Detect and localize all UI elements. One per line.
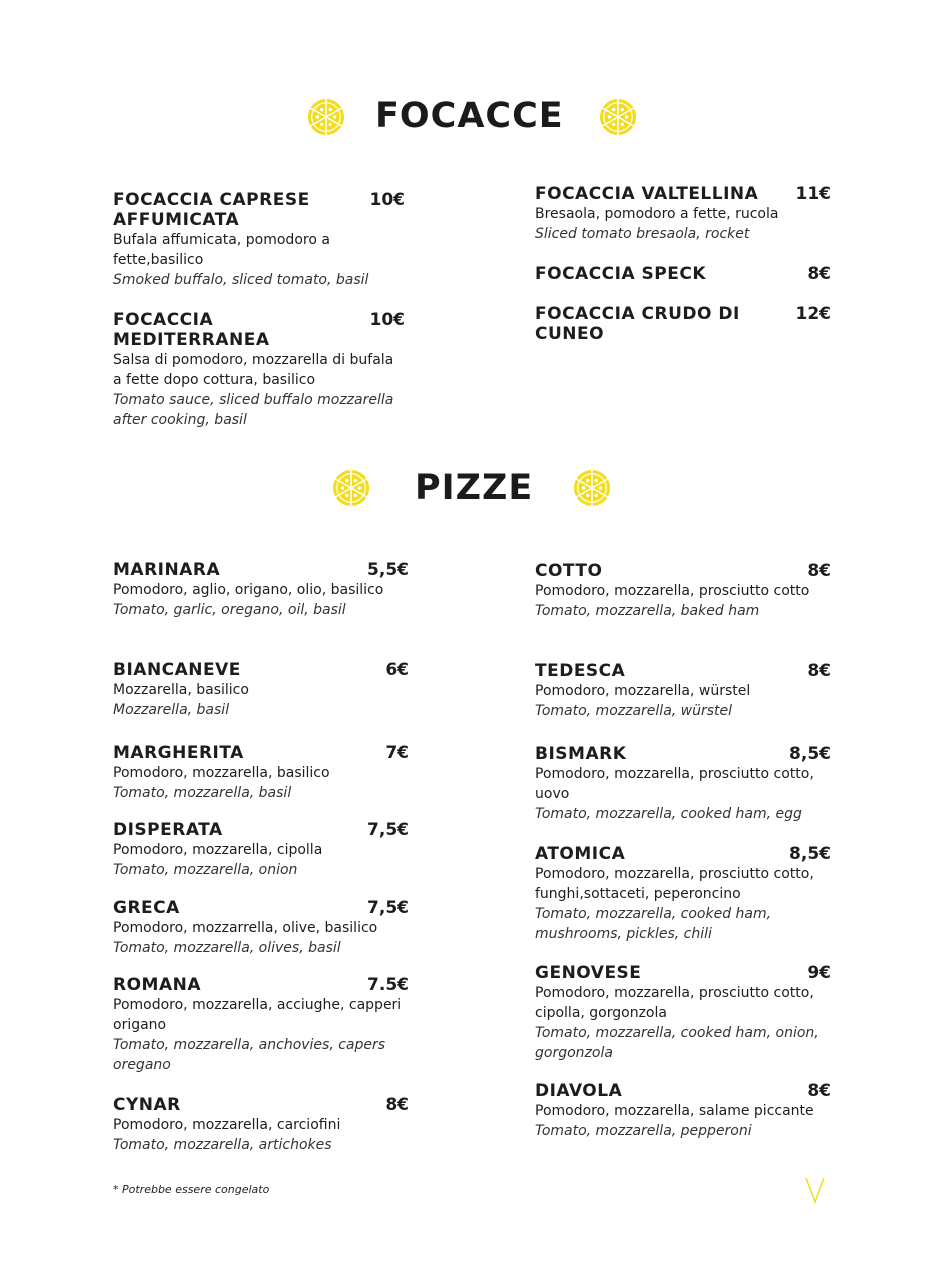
item-description-en: Sliced tomato bresaola, rocket [535, 226, 750, 242]
item-description-it: Pomodoro, mozzarella, carciofini [113, 1117, 341, 1133]
item-description-it: Mozzarella, basilico [113, 682, 249, 698]
menu-item [113, 1095, 409, 1155]
item-description-en: Tomato, mozzarella, onion [113, 862, 298, 878]
pizza-icon [599, 98, 637, 136]
item-name: CYNAR [113, 1095, 181, 1115]
item-description-en: Tomato, mozzarella, pepperoni [535, 1123, 752, 1139]
menu-item [535, 744, 831, 824]
item-price: 11€ [795, 184, 831, 204]
item-name: MARINARA [113, 560, 221, 580]
item-description-en: Tomato, mozzarella, cooked ham, egg [535, 806, 802, 822]
pizza-icon [573, 469, 611, 507]
item-price: 7€ [385, 743, 409, 763]
item-price: 12€ [795, 304, 831, 324]
item-description-en: Tomato, mozzarella, cooked ham, mushrooms, pickles, chili [535, 906, 772, 942]
item-description-en: Tomato, mozzarella, olives, basil [113, 940, 341, 956]
brand-v-logo [804, 1176, 826, 1204]
item-description-it: Pomodoro, mozzarella, acciughe, capperi origano [113, 997, 402, 1033]
item-description-it: Pomodoro, mozzarella, basilico [113, 765, 330, 781]
item-description-en: Mozzarella, basil [113, 702, 230, 718]
item-name: BIANCANEVE [113, 660, 241, 680]
menu-item [113, 560, 409, 620]
menu-item [113, 820, 409, 880]
footer-note: * Potrebbe essere congelato [113, 1183, 270, 1196]
item-description-en: Smoked buffalo, sliced tomato, basil [113, 272, 369, 288]
item-name: FOCACCIA VALTELLINA [535, 184, 759, 204]
menu-item [113, 975, 409, 1075]
item-description-it: Bresaola, pomodoro a fette, rucola [535, 206, 779, 222]
item-price: 7,5€ [367, 898, 409, 918]
item-price: 6€ [385, 660, 409, 680]
item-name: FOCACCIA CRUDO DI CUNEO [535, 304, 740, 344]
item-price: 5,5€ [367, 560, 409, 580]
item-name: ROMANA [113, 975, 201, 995]
section-title-pizze: PIZZE [415, 468, 534, 508]
item-price: 10€ [369, 190, 405, 210]
menu-item [535, 963, 831, 1063]
menu-item [113, 310, 405, 430]
item-description-it: Pomodoro, mozzarrella, olive, basilico [113, 920, 378, 936]
item-price: 8€ [807, 661, 831, 681]
item-description-en: Tomato, mozzarella, cooked ham, onion, gorgonzola [535, 1025, 819, 1061]
item-price: 9€ [807, 963, 831, 983]
item-name: ATOMICA [535, 844, 626, 864]
menu-item [535, 844, 831, 944]
menu-item [535, 1081, 831, 1141]
menu-item [113, 660, 409, 720]
item-description-en: Tomato, mozzarella, basil [113, 785, 292, 801]
item-description-it: Pomodoro, mozzarella, prosciutto cotto, cipolla, gorgonzola [535, 985, 814, 1021]
item-price: 8,5€ [789, 844, 831, 864]
item-name: MARGHERITA [113, 743, 244, 763]
menu-item [535, 661, 831, 721]
menu-item [535, 561, 831, 621]
menu-item [535, 184, 831, 244]
item-description-it: Bufala affumicata, pomodoro a fette,basilico [113, 232, 330, 268]
item-price: 8€ [807, 1081, 831, 1101]
item-name: FOCACCIA SPECK [535, 264, 707, 284]
item-name: GENOVESE [535, 963, 642, 983]
item-price: 8€ [807, 561, 831, 581]
item-price: 8€ [385, 1095, 409, 1115]
item-price: 8,5€ [789, 744, 831, 764]
item-description-en: Tomato, mozzarella, baked ham [535, 603, 760, 619]
item-description-en: Tomato sauce, sliced buffalo mozzarella after cooking, basil [113, 392, 394, 428]
item-name: GRECA [113, 898, 180, 918]
item-description-en: Tomato, mozzarella, anchovies, capers oregano [113, 1037, 386, 1073]
item-description-it: Pomodoro, mozzarella, salame piccante [535, 1103, 814, 1119]
item-name: TEDESCA [535, 661, 626, 681]
item-description-it: Pomodoro, aglio, origano, olio, basilico [113, 582, 384, 598]
item-name: FOCACCIA MEDITERRANEA [113, 310, 270, 350]
menu-item [113, 743, 409, 803]
item-name: DIAVOLA [535, 1081, 623, 1101]
item-description-it: Pomodoro, mozzarella, prosciutto cotto [535, 583, 810, 599]
section-title-focacce: FOCACCE [375, 96, 564, 136]
menu-item [535, 304, 831, 344]
item-name: COTTO [535, 561, 603, 581]
item-price: 7,5€ [367, 820, 409, 840]
item-name: DISPERATA [113, 820, 223, 840]
item-price: 8€ [807, 264, 831, 284]
pizza-icon [332, 469, 370, 507]
item-description-en: Tomato, mozzarella, artichokes [113, 1137, 332, 1153]
item-description-it: Pomodoro, mozzarella, prosciutto cotto, uovo [535, 766, 814, 802]
item-name: BISMARK [535, 744, 627, 764]
item-price: 10€ [369, 310, 405, 330]
menu-item [113, 190, 405, 290]
pizza-icon [307, 98, 345, 136]
item-price: 7.5€ [367, 975, 409, 995]
item-description-en: Tomato, garlic, oregano, oil, basil [113, 602, 346, 618]
item-name: FOCACCIA CAPRESE AFFUMICATA [113, 190, 310, 230]
menu-item [113, 898, 409, 958]
item-description-it: Pomodoro, mozzarella, cipolla [113, 842, 323, 858]
menu-item [535, 264, 831, 284]
item-description-it: Pomodoro, mozzarella, würstel [535, 683, 751, 699]
item-description-it: Pomodoro, mozzarella, prosciutto cotto, funghi,sottaceti, peperoncino [535, 866, 814, 902]
item-description-it: Salsa di pomodoro, mozzarella di bufala a fette dopo cottura, basilico [113, 352, 394, 388]
item-description-en: Tomato, mozzarella, würstel [535, 703, 733, 719]
